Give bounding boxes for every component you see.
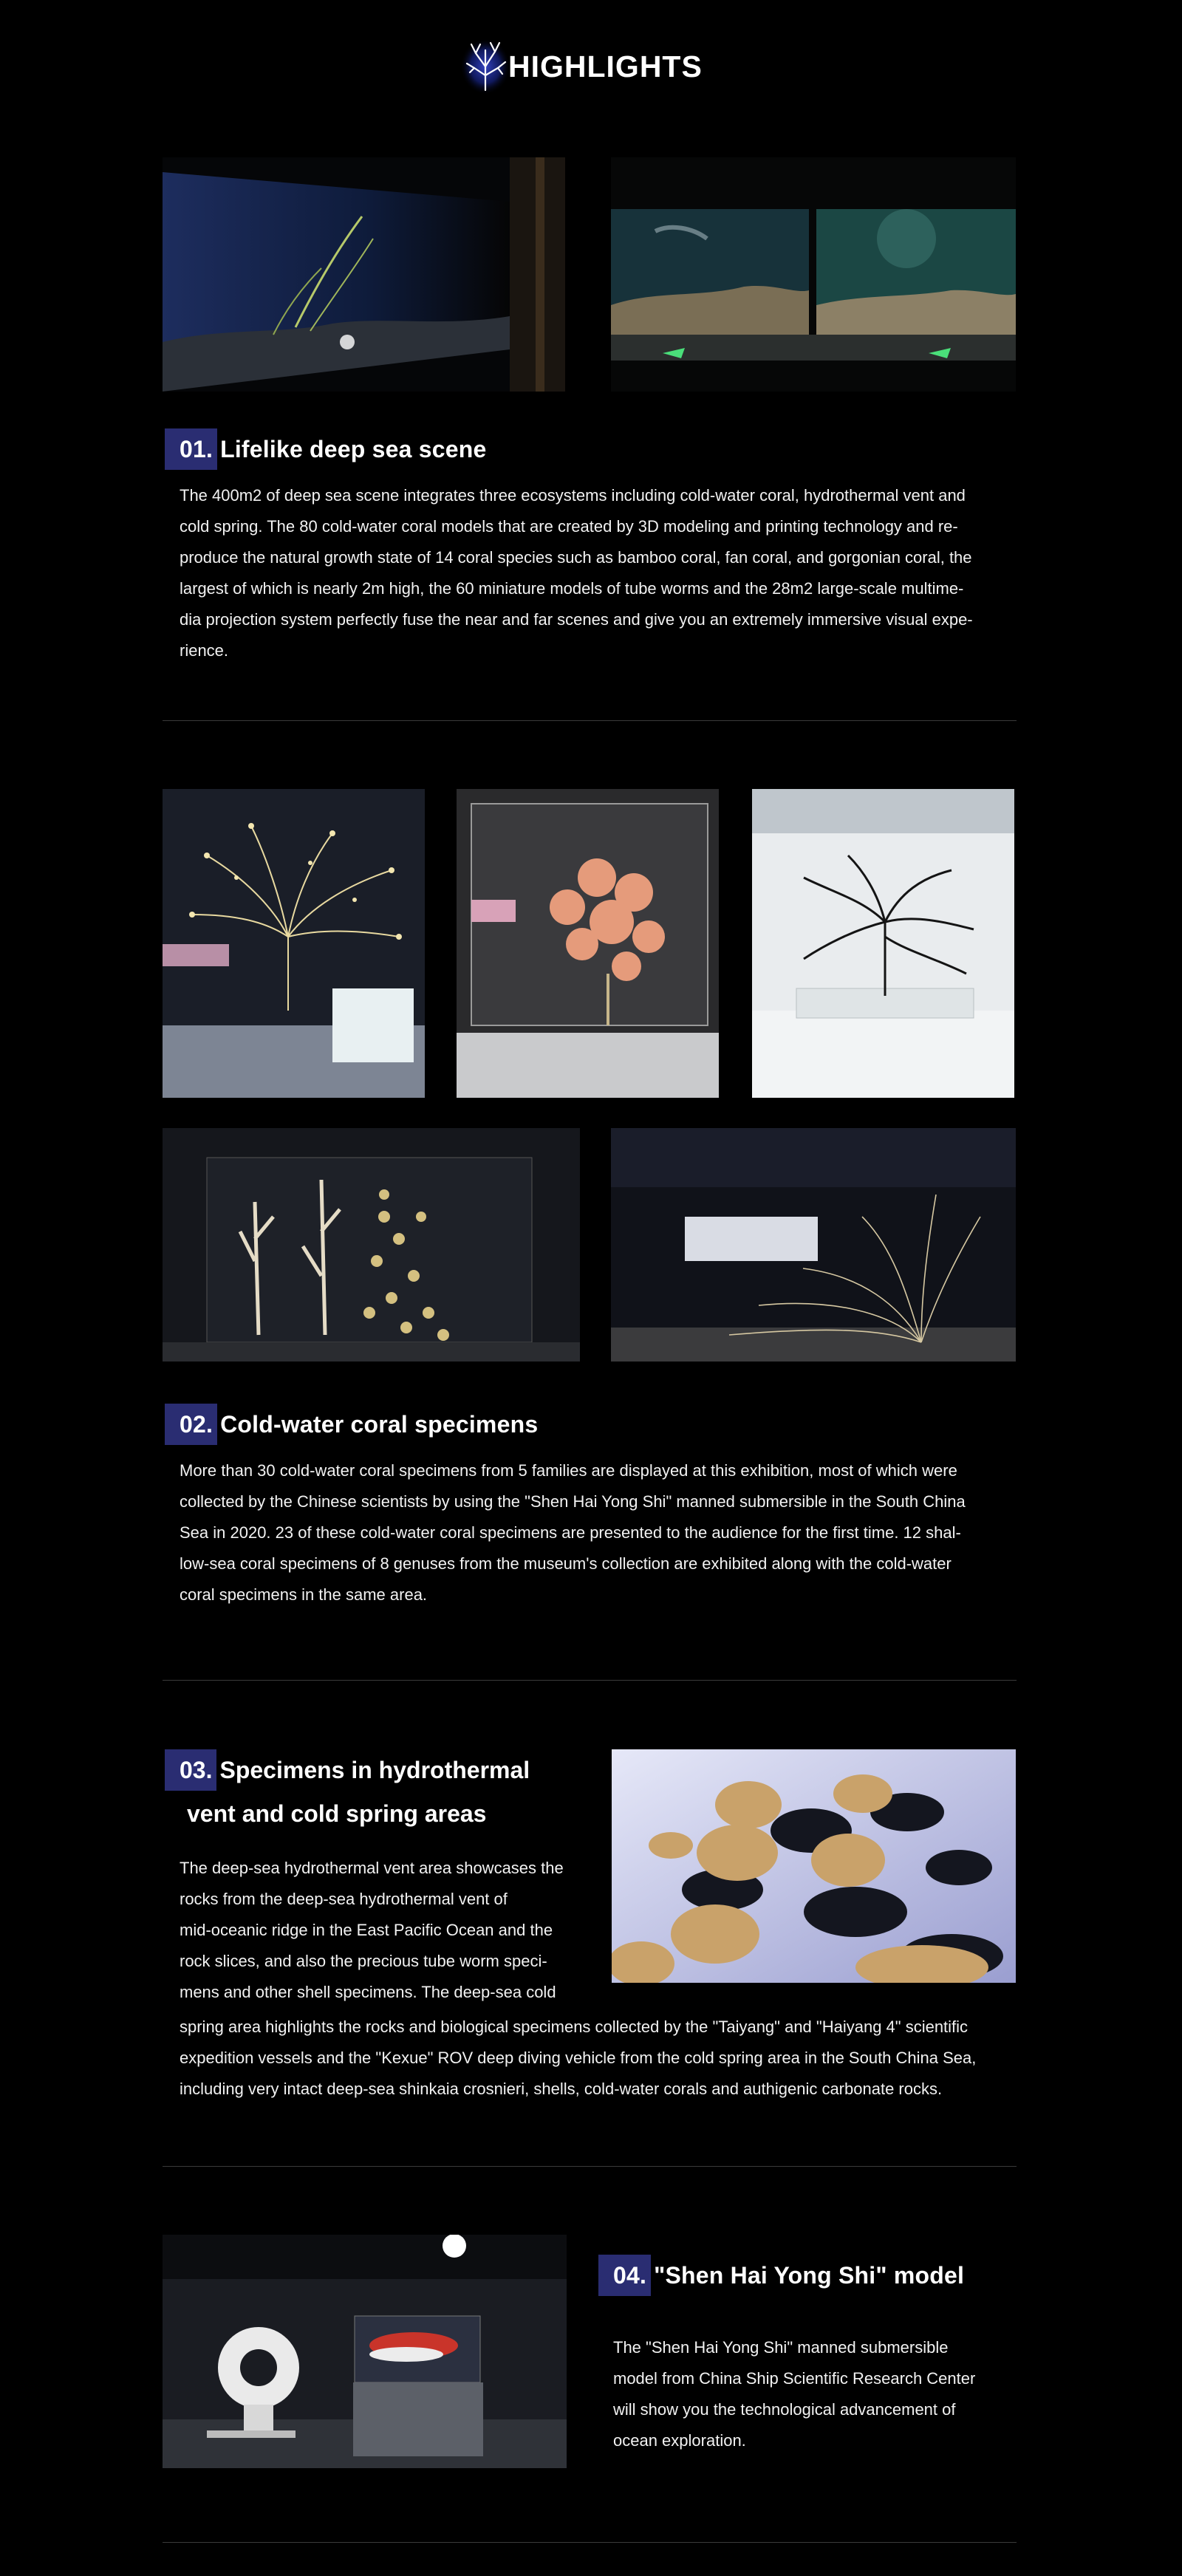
- divider-4: [163, 2542, 1017, 2543]
- section-4-number: 04.: [598, 2255, 651, 2296]
- section-4-title-text: "Shen Hai Yong Shi" model: [654, 2262, 965, 2289]
- header-logo: [460, 37, 511, 96]
- coral-icon: [460, 37, 511, 96]
- section-3-title-line1: Specimens in hydrothermal: [219, 1757, 530, 1783]
- submersible-model-photo: [163, 2235, 567, 2468]
- section-2-number: 02.: [165, 1404, 217, 1445]
- section-1-title-text: Lifelike deep sea scene: [220, 436, 487, 462]
- section-2-title: [165, 1404, 538, 1445]
- divider-2: [163, 1680, 1017, 1681]
- section-2-title-text: Cold-water coral specimens: [220, 1411, 539, 1438]
- section-3-title-line2: vent and cold spring areas: [187, 1800, 487, 1827]
- deep-sea-scene-photo-1: [163, 157, 565, 392]
- section-1-body: The 400m2 of deep sea scene integrates three ecosystems including cold-water coral, hydrothermal vent and cold spring. The 80 cold-water coral models that are created by 3D modeling and printing technology and re- produce the natural growth state of 14 coral species such as bamboo coral, fan coral, and gorgonian coral, the largest of which is nearly 2m high, the 60 miniature models of tube worms and the 28m2 large-scale multime- dia projection system perfectly fuse the near and far scenes and give you an extremely immersive visual expe- rience.: [180, 486, 973, 660]
- section-3-number: 03.: [165, 1749, 216, 1791]
- coral-specimen-photo-5: [611, 1128, 1016, 1362]
- coral-specimen-photo-4: [163, 1128, 580, 1362]
- page-title: HIGHLIGHTS: [508, 49, 703, 83]
- divider-1: [163, 720, 1017, 721]
- section-4-body: The "Shen Hai Yong Shi" manned submersible model from China Ship Scientific Research Center will show you the technological advancement of ocean exploration.: [613, 2338, 976, 2450]
- deep-sea-scene-photo-2: [611, 157, 1016, 392]
- section-2-body: More than 30 cold-water coral specimens from 5 families are displayed at this exhibition, most of which were collected by the Chinese scientists by using the "Shen Hai Yong Shi" manned submersible in the South China Sea in 2020. 23 of these cold-water coral specimens are presented to the audience for the first time. 12 shal- low-sea coral specimens of 8 genuses from the museum's collection are exhibited along with the cold-water coral specimens in the same area.: [180, 1461, 966, 1604]
- coral-specimen-photo-3: [752, 789, 1014, 1098]
- divider-3: [163, 2166, 1017, 2167]
- section-3-body-wide: spring area highlights the rocks and biological specimens collected by the "Taiyang" and "Haiyang 4" scientific expedition vessels and the "Kexue" ROV deep diving vehicle from the cold spring area in the South China Sea, including very intact deep-sea shinkaia crosnieri, shells, cold-water corals and authigenic carbonate rocks.: [180, 2018, 977, 2098]
- section-1-number: 01.: [165, 428, 217, 470]
- section-3-body-narrow: The deep-sea hydrothermal vent area showcases the rocks from the deep-sea hydrothermal vent of mid-oceanic ridge in the East Pacific Ocean and the rock slices, and also the precious tube worm speci- mens and other shell specimens. The deep-sea cold: [180, 1859, 564, 2001]
- coral-specimen-photo-1: [163, 789, 425, 1098]
- section-1-title: [165, 428, 486, 470]
- section-4-title: [598, 2255, 964, 2296]
- shell-specimens-photo: [612, 1749, 1016, 1983]
- section-3-title: [165, 1749, 530, 1791]
- coral-specimen-photo-2: [457, 789, 719, 1098]
